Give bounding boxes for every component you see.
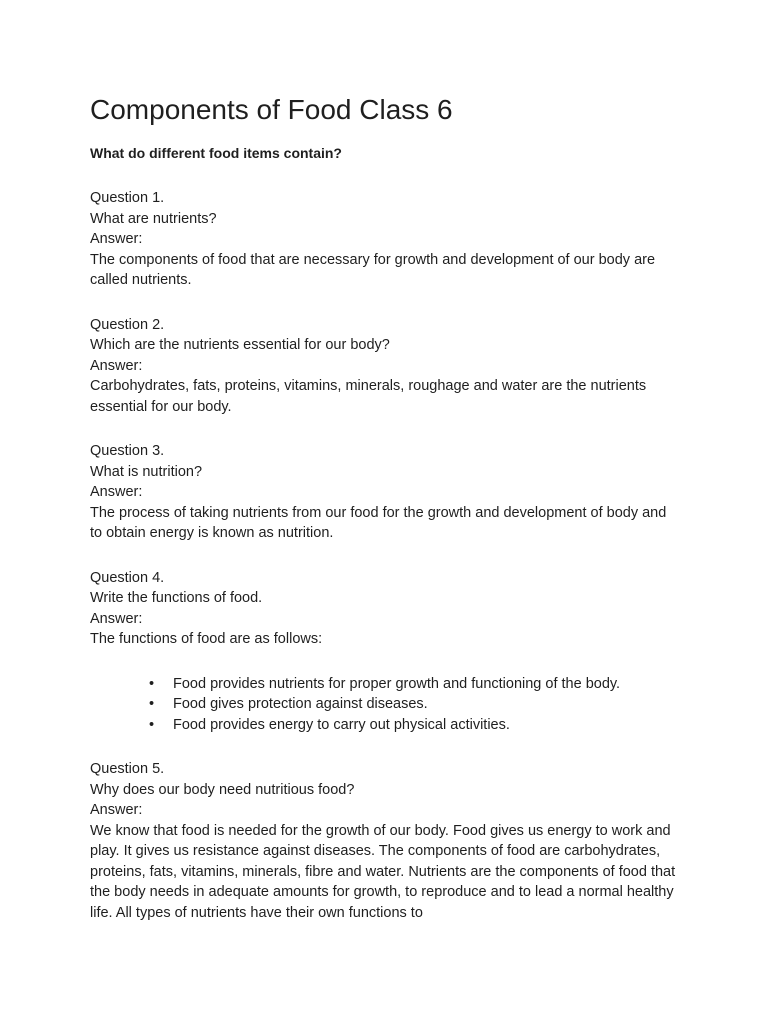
question-block-3: [90, 441, 680, 544]
answer-label: Answer:: [90, 357, 143, 374]
list-item-text: Food provides energy to carry out physical activities.: [173, 716, 510, 733]
list-item: [149, 715, 680, 736]
functions-list: [90, 674, 680, 736]
document-subtitle: What do different food items contain?: [90, 145, 342, 161]
question-text: Write the functions of food.: [90, 590, 263, 606]
list-item: [149, 674, 680, 695]
question-block-1: [90, 188, 680, 291]
list-item-text: Food provides nutrients for proper growth and functioning of the body.: [173, 675, 621, 692]
answer-label: Answer:: [90, 484, 143, 500]
bullet-icon: •: [149, 716, 155, 733]
question-number: Question 5.: [90, 761, 165, 777]
answer-text: The components of food that are necessary for growth and development of our body are called nutrients.: [90, 251, 656, 288]
question-number: Question 4.: [90, 569, 165, 586]
question-number: Question 3.: [90, 443, 165, 459]
answer-label: Answer:: [90, 231, 143, 247]
list-item: [149, 694, 680, 715]
answer-text: The functions of food are as follows:: [90, 631, 323, 647]
question-text: Which are the nutrients essential for our body?: [90, 337, 390, 353]
answer-text: We know that food is needed for the growth of our body. Food gives us energy to work and play. It gives us resistance against diseases. The components of food are carbohydrates, proteins, fats, vitamins, minerals, fibre and water. Nutrients are the components of food that the body needs in adequate amounts for growth, to reproduce and to lead a normal healthy life. All types of nutrients have their own functions to: [90, 822, 676, 921]
answer-label: Answer:: [90, 610, 143, 627]
question-text: Why does our body need nutritious food?: [90, 781, 355, 798]
answer-text: The process of taking nutrients from our food for the growth and development of body and to obtain energy is known as nutrition.: [90, 504, 667, 541]
answer-text: Carbohydrates, fats, proteins, vitamins, minerals, roughage and water are the nutrients essential for our body.: [90, 378, 647, 415]
question-number: Question 2.: [90, 316, 165, 333]
question-text: What is nutrition?: [90, 463, 203, 480]
document-title: Components of Food Class 6: [90, 94, 453, 125]
bullet-icon: •: [149, 675, 155, 692]
list-item-text: Food gives protection against diseases.: [173, 696, 428, 712]
question-text: What are nutrients?: [90, 210, 217, 227]
question-block-2: [90, 315, 680, 418]
answer-label: Answer:: [90, 802, 143, 818]
question-block-5: [90, 759, 680, 923]
question-block-4: [90, 568, 680, 736]
document-page: [90, 93, 680, 947]
question-number: Question 1.: [90, 190, 165, 206]
bullet-icon: •: [149, 696, 155, 712]
